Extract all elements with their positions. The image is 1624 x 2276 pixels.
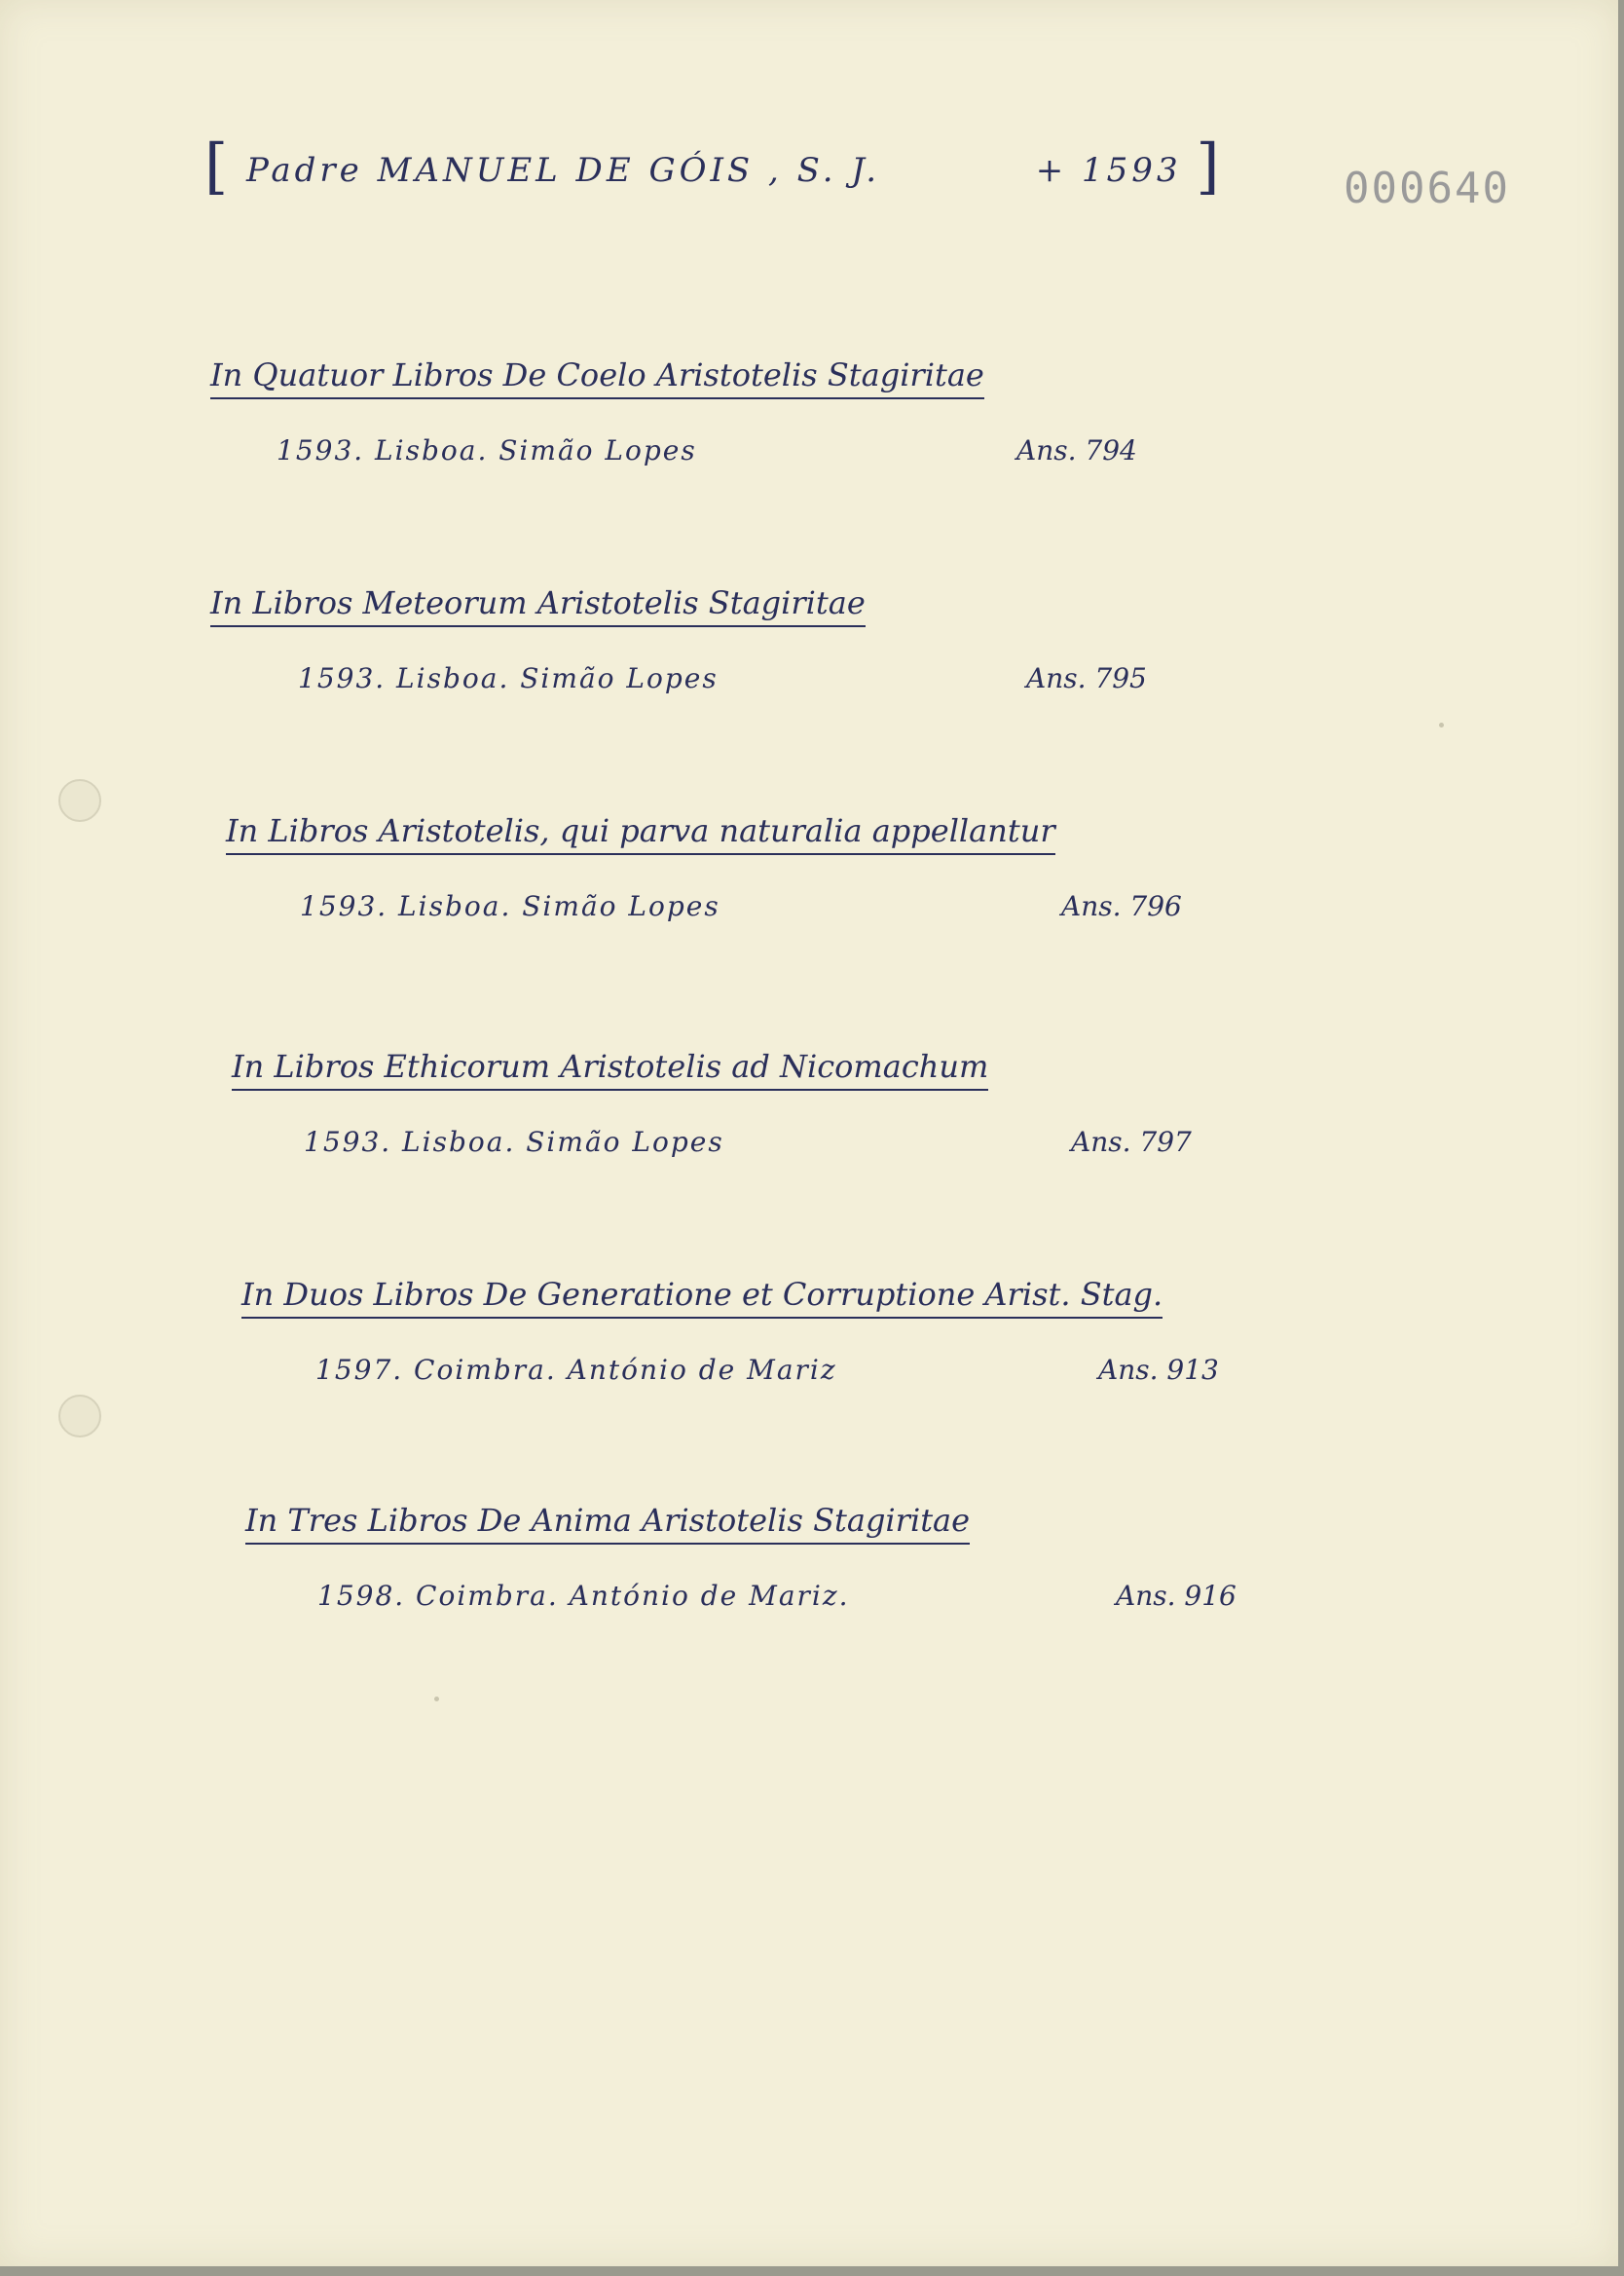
- author-name: Padre MANUEL DE GÓIS , S. J.: [246, 151, 881, 190]
- entry-ans-number: Ans. 796: [1061, 890, 1182, 922]
- entry-ans-number: Ans. 797: [1071, 1126, 1192, 1158]
- archive-stamp-number: 000640: [1344, 164, 1510, 213]
- punch-hole: [58, 1395, 101, 1437]
- entry-title: In Libros Meteorum Aristotelis Stagiritae: [210, 584, 866, 627]
- entry-ans-number: Ans. 794: [1016, 434, 1137, 466]
- paper-speck: [1439, 723, 1444, 728]
- close-bracket: ]: [1196, 131, 1224, 202]
- entry-imprint: 1597. Coimbra. António de Mariz: [315, 1354, 837, 1386]
- entry-ans-number: Ans. 795: [1026, 662, 1147, 694]
- entry-title: In Libros Ethicorum Aristotelis ad Nicomachum: [232, 1048, 988, 1091]
- open-bracket: [: [204, 131, 233, 202]
- punch-hole: [58, 779, 101, 822]
- entry-title: In Libros Aristotelis, qui parva naturalia appellantur: [226, 812, 1055, 855]
- author-header: [204, 125, 1224, 202]
- entry-ans-number: Ans. 913: [1098, 1354, 1219, 1386]
- entry-imprint: 1593. Lisboa. Simão Lopes: [300, 890, 720, 922]
- entry-title: In Tres Libros De Anima Aristotelis Stagiritae: [245, 1502, 970, 1545]
- entry-imprint: 1593. Lisboa. Simão Lopes: [298, 662, 719, 694]
- entry-title: In Quatuor Libros De Coelo Aristotelis Stagiritae: [210, 356, 984, 399]
- death-date: + 1593: [1035, 151, 1182, 190]
- entry-imprint: 1593. Lisboa. Simão Lopes: [304, 1126, 724, 1158]
- entry-imprint: 1593. Lisboa. Simão Lopes: [277, 434, 697, 466]
- entry-title: In Duos Libros De Generatione et Corruptione Arist. Stag.: [241, 1276, 1163, 1319]
- entry-ans-number: Ans. 916: [1116, 1580, 1236, 1612]
- entry-imprint: 1598. Coimbra. António de Mariz.: [317, 1580, 850, 1612]
- paper-speck: [434, 1697, 439, 1701]
